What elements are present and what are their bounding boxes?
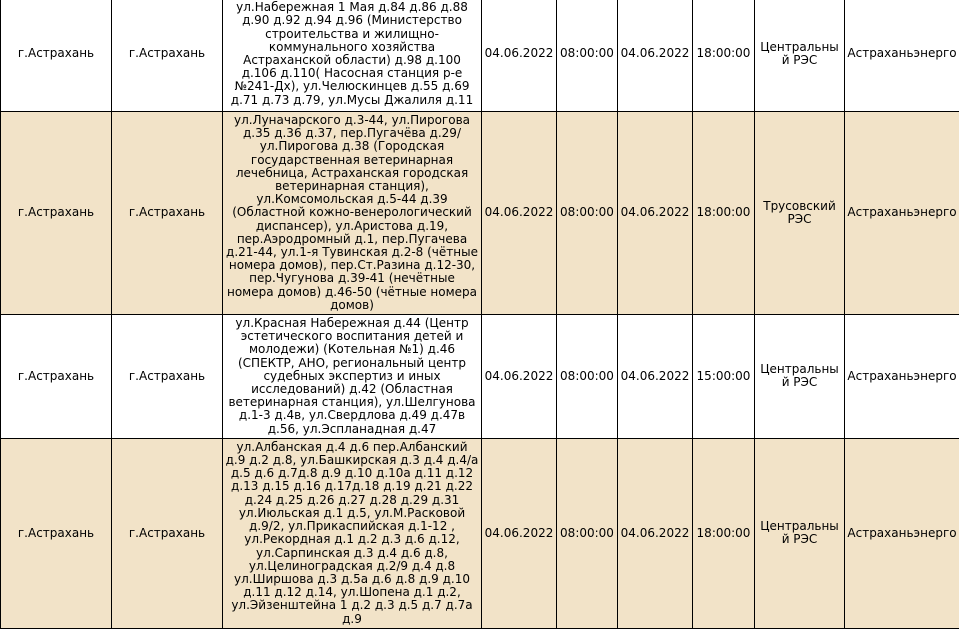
- end-date-cell: 04.06.2022: [618, 0, 693, 112]
- addresses-cell: ул.Луначарского д.3-44, ул.Пирогова д.35 д.36 д.37, пер.Пугачёва д.29/ ул.Пирогова д.38 (Городская государственная ветеринарная лечебница, Астраханская городская ветеринарная станция), ул.Комсомольская д.5-44 д.39 (Областной кожно-венерологический диспансер), ул.Аристова д.19, пер.Аэродромный д.1, пер.Пугачева д.21-44, ул.1-я Тувинская д.2-8 (чётные номера домов), пер.Ст.Разина д.12-30, пер.Чугунова д.39-41 (нечётные номера домов) д.46-50 (чётные номера домов): [223, 112, 482, 315]
- start-date-cell: 04.06.2022: [482, 0, 557, 112]
- start-date-cell: 04.06.2022: [482, 315, 557, 439]
- res-cell: Центральный РЭС: [755, 315, 845, 439]
- region-cell: г.Астрахань: [1, 315, 112, 439]
- company-cell: Астраханьэнерго: [845, 438, 959, 628]
- table-row: [1, 315, 959, 439]
- company-cell: Астраханьэнерго: [845, 315, 959, 439]
- locality-cell: г.Астрахань: [112, 0, 223, 112]
- start-date-cell: 04.06.2022: [482, 112, 557, 315]
- start-time-cell: 08:00:00: [557, 0, 618, 112]
- end-time-cell: 18:00:00: [693, 0, 755, 112]
- end-date-cell: 04.06.2022: [618, 112, 693, 315]
- end-date-cell: 04.06.2022: [618, 315, 693, 439]
- addresses-cell: ул.Красная Набережная д.44 (Центр эстетического воспитания детей и молодежи) (Котельная №1) д.46 (СПЕКТР, АНО, региональный центр судебных экспертиз и иных исследований) д.42 (Областная ветеринарная станция), ул.Шелгунова д.1-3 д.4в, ул.Свердлова д.49 д.47в д.56, ул.Эспланадная д.47: [223, 315, 482, 439]
- end-time-cell: 18:00:00: [693, 438, 755, 628]
- res-cell: Центральный РЭС: [755, 0, 845, 112]
- company-cell: Астраханьэнерго: [845, 112, 959, 315]
- start-time-cell: 08:00:00: [557, 315, 618, 439]
- addresses-cell: ул.Набережная 1 Мая д.84 д.86 д.88 д.90 д.92 д.94 д.96 (Министерство строительства и жилищно-коммунального хозяйства Астраханской области) д.98 д.100 д.106 д.110( Насосная станция р-е №241-Дх), ул.Челюскинцев д.55 д.69 д.71 д.73 д.79, ул.Мусы Джалиля д.11: [223, 0, 482, 112]
- region-cell: г.Астрахань: [1, 438, 112, 628]
- table-row: [1, 0, 959, 112]
- start-time-cell: 08:00:00: [557, 112, 618, 315]
- region-cell: г.Астрахань: [1, 0, 112, 112]
- locality-cell: г.Астрахань: [112, 315, 223, 439]
- region-cell: г.Астрахань: [1, 112, 112, 315]
- end-time-cell: 18:00:00: [693, 112, 755, 315]
- res-cell: Трусовский РЭС: [755, 112, 845, 315]
- end-date-cell: 04.06.2022: [618, 438, 693, 628]
- company-cell: Астраханьэнерго: [845, 0, 959, 112]
- start-date-cell: 04.06.2022: [482, 438, 557, 628]
- end-time-cell: 15:00:00: [693, 315, 755, 439]
- res-cell: Центральный РЭС: [755, 438, 845, 628]
- table-row: [1, 438, 959, 628]
- addresses-cell: ул.Албанская д.4 д.6 пер.Албанский д.9 д.2 д.8, ул.Башкирская д.3 д.4 д.4/а д.5 д.6 д.7д.8 д.9 д.10 д.10а д.11 д.12 д.13 д.15 д.16 д.17д.18 д.19 д.21 д.22 д.24 д.25 д.26 д.27 д.28 д.29 д.31 ул.Июльская д.1 д.5, ул.М.Расковой д.9/2, ул.Прикаспийская д.1-12 , ул.Рекордная д.1 д.2 д.3 д.6 д.12, ул.Сарпинская д.3 д.4 д.6 д.8, ул.Целиноградская д.2/9 д.4 д.8 ул.Ширшова д.3 д.5а д.6 д.8 д.9 д.10 д.11 д.12 д.14, ул.Шопена д.1 д.2, ул.Эйзенштейна 1 д.2 д.3 д.5 д.7 д.7а д.9: [223, 438, 482, 628]
- locality-cell: г.Астрахань: [112, 438, 223, 628]
- start-time-cell: 08:00:00: [557, 438, 618, 628]
- locality-cell: г.Астрахань: [112, 112, 223, 315]
- table-row: [1, 112, 959, 315]
